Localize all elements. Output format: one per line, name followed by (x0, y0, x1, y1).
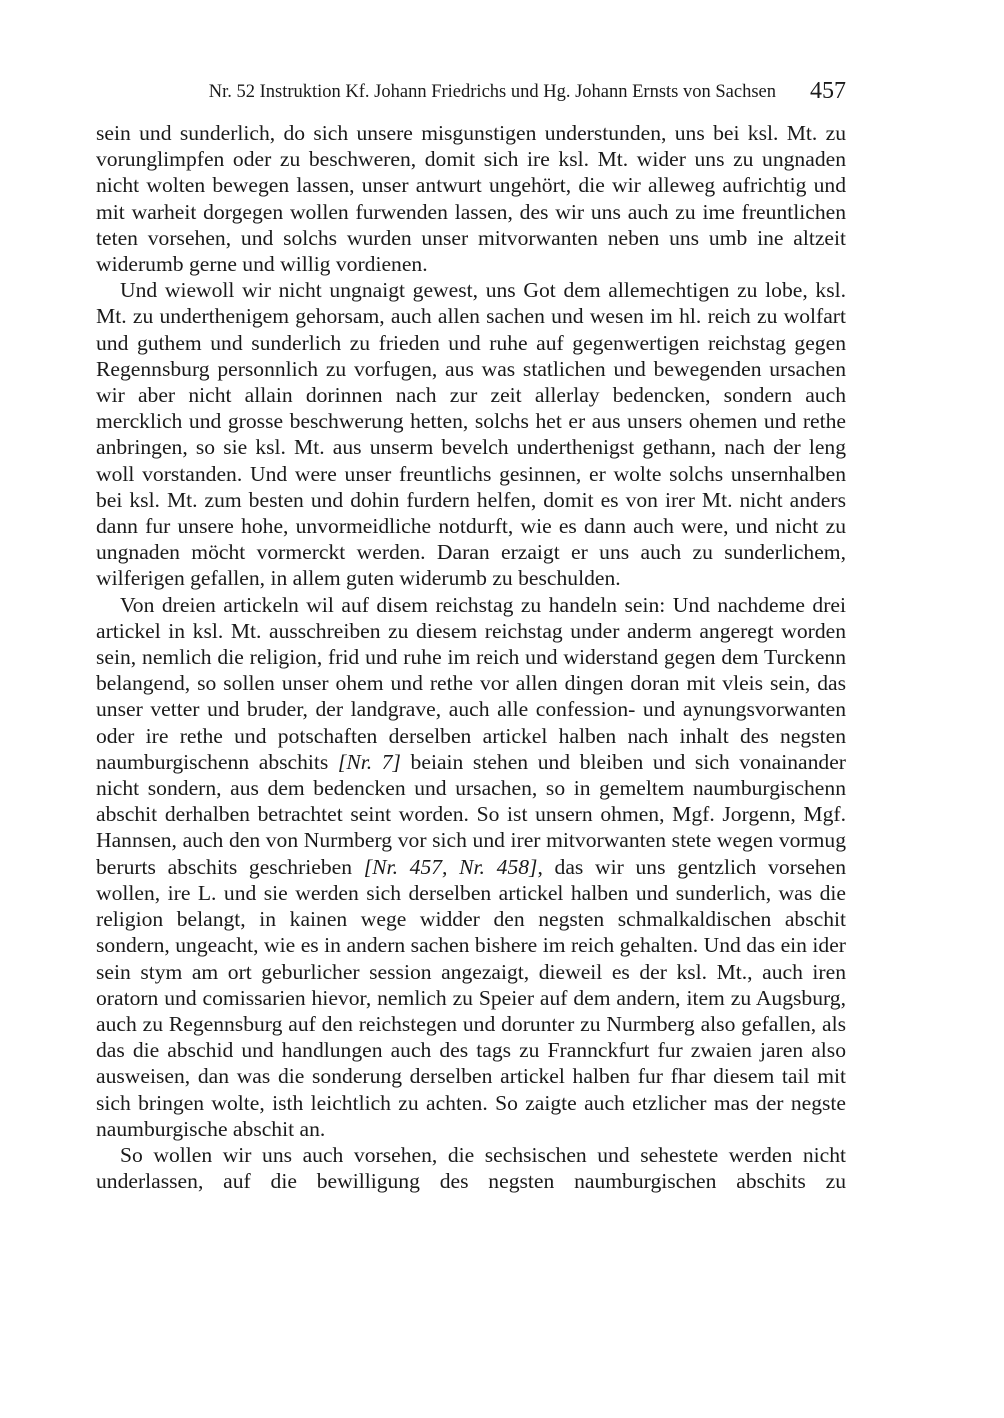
text-run: , das wir uns gentzlich vorsehen wollen, ire L. und sie werden sich derselben artickel halben und sunderlich, was die religion belangt, in kainen wege widder den negsten schmalkaldischen abschit sondern, ungeacht, wie es in andern sachen bishere im reich gehalten. Und das ein ider sein stym am ort geburlicher session angezaigt, dieweil es der ksl. Mt., auch iren oratorn und comissarien hievor, nemlich zu Speier auf dem andern, item zu Augsburg, auch zu Regennsburg auf den reichstegen und dorunter zu Nurmberg also gefallen, als das die abschid und handlungen auch des tags zu Frannckfurt fur zwaien jaren also ausweisen, dan was die sonderung derselben artickel halben fur fhar diesem tail mit sich bringen wolte, isth leichtlich zu achten. So zaigte auch etzlicher mas der negste naumburgische abschit an. (96, 854, 846, 1141)
paragraph-3 (96, 592, 846, 1142)
running-header (96, 78, 846, 108)
paragraph-2 (96, 277, 846, 591)
paragraph-1 (96, 120, 846, 277)
paragraph-4 (96, 1142, 846, 1194)
page-number: 457 (810, 78, 846, 104)
body-text (96, 120, 846, 1194)
text-run: So wollen wir uns auch vorsehen, die sechsischen und sehestete werden nicht underlassen, auf die bewilligung des negsten naumburgischen abschits zu (96, 1142, 846, 1194)
cross-reference: [Nr. 457, Nr. 458] (363, 854, 538, 879)
text-run: Von dreien artickeln wil auf disem reichstag zu handeln sein: Und nachdeme drei artickel in ksl. Mt. ausschreiben zu diesem reichstag under anderm angeregt worden sein, nemlich die religion, frid und ruhe im reich und widerstand gegen dem Turckenn belangend, so sollen unser ohem und rethe vor allen dingen doran mit vleis sein, das unser vetter und bruder, der landgrave, auch alle confession- und aynungsvorwanten oder ire rethe und potschaften derselben artickel halben nach inhalt des negsten naumburgischenn abschits (96, 592, 846, 774)
cross-reference: [Nr. 7] (337, 749, 401, 774)
text-run: beiain stehen und bleiben und sich vonainander nicht sondern, aus dem bedencken und ursachen, so in gemeltem naumburgischenn abschit derhalben betrachtet seint worden. So ist unsern ohmen, Mgf. Jorgenn, Mgf. Hannsen, auch den von Nurmberg vor sich und irer mitvorwanten stete wegen vormug berurts abschits geschrieben (96, 749, 846, 879)
running-header-title: Nr. 52 Instruktion Kf. Johann Friedrichs und Hg. Johann Ernsts von Sachsen (208, 82, 776, 102)
text-run: Und wiewoll wir nicht ungnaigt gewest, uns Got dem allemechtigen zu lobe, ksl. Mt. zu underthenigem gehorsam, auch allen sachen und wesen im hl. reich zu wolfart und guthem und sunderlich zu frieden und ruhe auf gegenwertigen reichstag gegen Regennsburg personnlich zu vorfugen, aus was statlichen und bewegenden ursachen wir aber nicht allain dorinnen nach zur zeit allerlay bedencken, sondern auch mercklich und grosse beschwerung hetten, solchs het er aus unsers ohemen und rethe anbringen, so sie ksl. Mt. aus unserm bevelch underthenigst gethann, nach der leng woll vorstanden. Und were unser freuntlichs gesinnen, er wolte solchs unsernhalben bei ksl. Mt. zum besten und dohin furdern helfen, domit es von irer Mt. nicht anders dann fur unsere hohe, unvormeidliche notdurft, wie es dann auch were, und nicht zu ungnaden möcht vormerckt werden. Daran erzaigt er uns auch zu sunderlichem, wilferigen gefallen, in allem guten widerumb zu beschulden. (96, 278, 846, 591)
text-run: sein und sunderlich, do sich unsere misgunstigen understunden, uns bei ksl. Mt. zu vorunglimpfen oder zu beschweren, domit sich ire ksl. Mt. wider uns zu ungnaden nicht wolten bewegen lassen, unser antwurt ungehört, die wir alleweg aufrichtig und mit warheit dorgegen wollen furwenden lassen, des wir uns auch zu ime freuntlichen teten vorsehen, und solchs wurden unser mitvorwanten neben uns umb ine altzeit widerumb gerne und willig vordienen. (96, 121, 846, 277)
